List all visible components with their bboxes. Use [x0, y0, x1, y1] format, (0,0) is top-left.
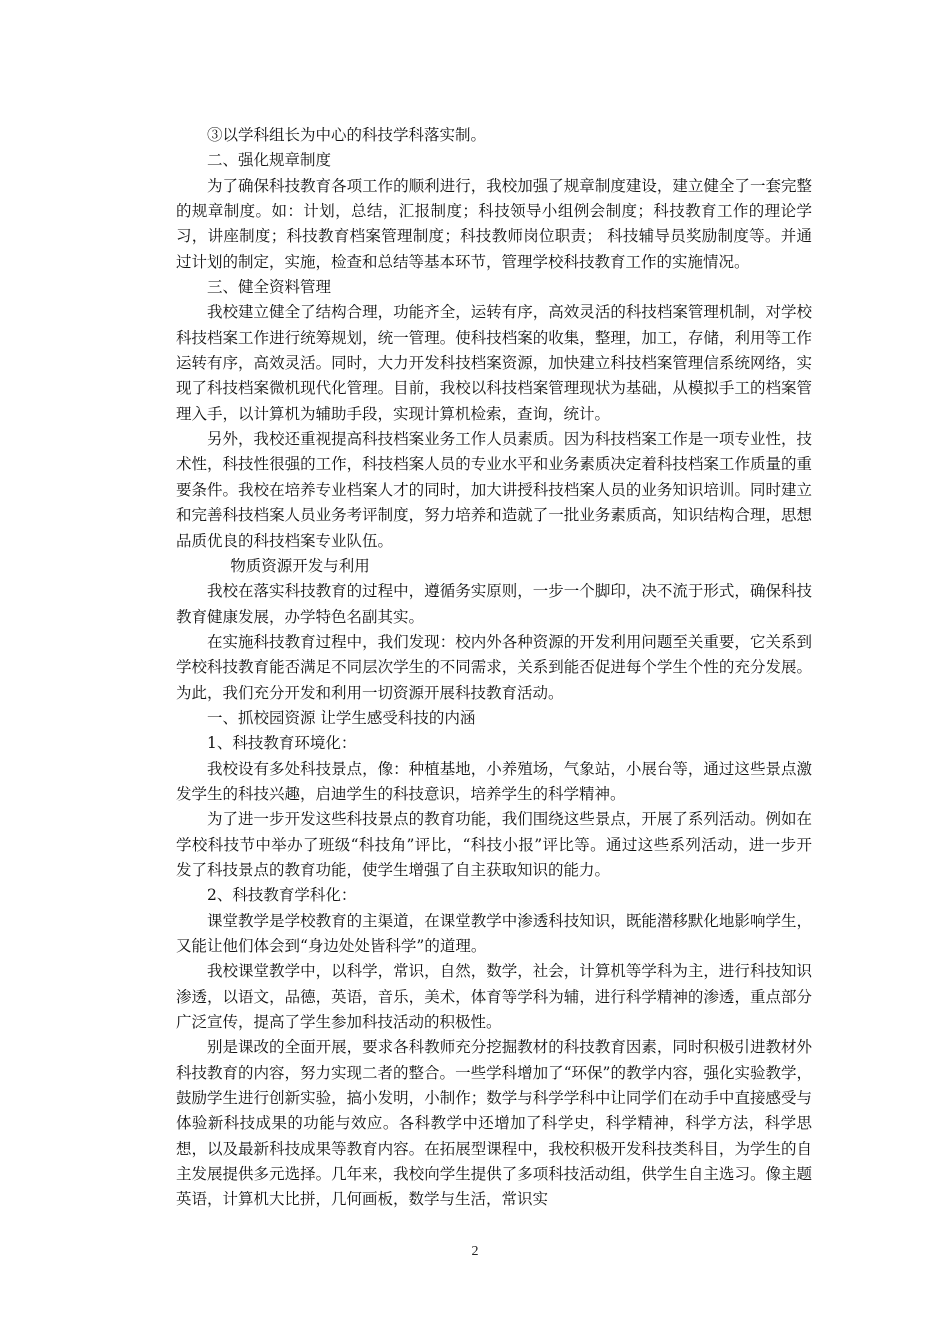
page-number: 2	[471, 1244, 479, 1259]
paragraph: 我校设有多处科技景点，像：种植基地，小养殖场，气象站，小展台等，通过这些景点激发学生的科技兴趣，启迪学生的科技意识，培养学生的科学精神。	[176, 759, 812, 803]
section-heading: 一、抓校园资源 让学生感受科技的内涵	[207, 708, 476, 727]
paragraph: 在实施科技教育过程中，我们发现：校内外各种资源的开发利用问题至关重要，它关系到学校科技教育能否满足不同层次学生的不同需求，关系到能否促进每个学生个性的充分发展。为此，我们充分开发和利用一切资源开展科技教育活动。	[176, 632, 812, 702]
paragraph: 我校课堂教学中，以科学，常识，自然，数学，社会，计算机等学科为主，进行科技知识渗透，以语文，品德，英语，音乐，美术，体育等学科为辅，进行科学精神的渗透，重点部分广泛宣传，提高了学生参加科技活动的积极性。	[176, 962, 812, 1032]
subsection-heading: 2、科技教育学科化：	[207, 886, 357, 905]
paragraph: 我校在落实科技教育的过程中，遵循务实原则，一步一个脚印，决不流于形式，确保科技教育健康发展，办学特色名副其实。	[176, 582, 812, 626]
paragraph: 课堂教学是学校教育的主渠道，在课堂教学中渗透科技知识，既能潜移默化地影响学生，又能让他们体会到“身边处处皆科学”的道理。	[176, 911, 812, 955]
section-heading: 物质资源开发与利用	[230, 556, 370, 575]
paragraph: 另外，我校还重视提高科技档案业务工作人员素质。因为科技档案工作是一项专业性，技术性，科技性很强的工作，科技档案人员的专业水平和业务素质决定着科技档案工作质量的重要条件。我校在培养专业档案人才的同时，加大讲授科技档案人员的业务知识培训。同时建立和完善科技档案人员业务考评制度，努力培养和造就了一批业务素质高，知识结构合理，思想品质优良的科技档案专业队伍。	[176, 430, 812, 550]
document-body	[176, 123, 812, 1213]
paragraph: 为了确保科技教育各项工作的顺利进行，我校加强了规章制度建设，建立健全了一套完整的规章制度。如：计划，总结，汇报制度；科技领导小组例会制度；科技教育工作的理论学习，讲座制度；科技教育档案管理制度；科技教师岗位职责； 科技辅导员奖励制度等。并通过计划的制定，实施，检查和总结等基本环节，管理学校科技教育工作的实施情况。	[176, 176, 812, 271]
paragraph: 我校建立健全了结构合理，功能齐全，运转有序，高效灵活的科技档案管理机制，对学校科技档案工作进行统筹规划，统一管理。使科技档案的收集，整理，加工，存储，利用等工作运转有序，高效灵活。同时，大力开发科技档案资源，加快建立科技档案管理信系统网络，实现了科技档案微机现代化管理。目前，我校以科技档案管理现状为基础，从模拟手工的档案管理入手，以计算机为辅助手段，实现计算机检索，查询，统计。	[176, 303, 812, 423]
section-heading: 三、健全资料管理	[207, 278, 332, 297]
paragraph: 为了进一步开发这些科技景点的教育功能，我们围绕这些景点，开展了系列活动。例如在学校科技节中举办了班级“科技角”评比，“科技小报”评比等。通过这些系列活动，进一步开发了科技景点的教育功能，使学生增强了自主获取知识的能力。	[176, 810, 812, 879]
paragraph: 别是课改的全面开展，要求各科教师充分挖掘教材的科技教育因素，同时积极引进教材外科技教育的内容，努力实现二者的整合。一些学科增加了“环保”的教学内容，强化实验教学，鼓励学生进行创新实验，搞小发明，小制作；数学与科学学科中让同学们在动手中直接感受与体验新科技成果的功能与效应。各科教学中还增加了科学史，科学精神，科学方法，科学思想，以及最新科技成果等教育内容。在拓展型课程中，我校积极开发科技类科目，为学生的自主发展提供多元选择。几年来，我校向学生提供了多项科技活动组，供学生自主选习。像主题英语，计算机大比拼，几何画板，数学与生活，常识实	[176, 1038, 812, 1209]
paragraph: ③以学科组长为中心的科技学科落实制。	[207, 126, 487, 144]
section-heading: 二、强化规章制度	[207, 151, 332, 170]
subsection-heading: 1、科技教育环境化：	[207, 734, 357, 753]
